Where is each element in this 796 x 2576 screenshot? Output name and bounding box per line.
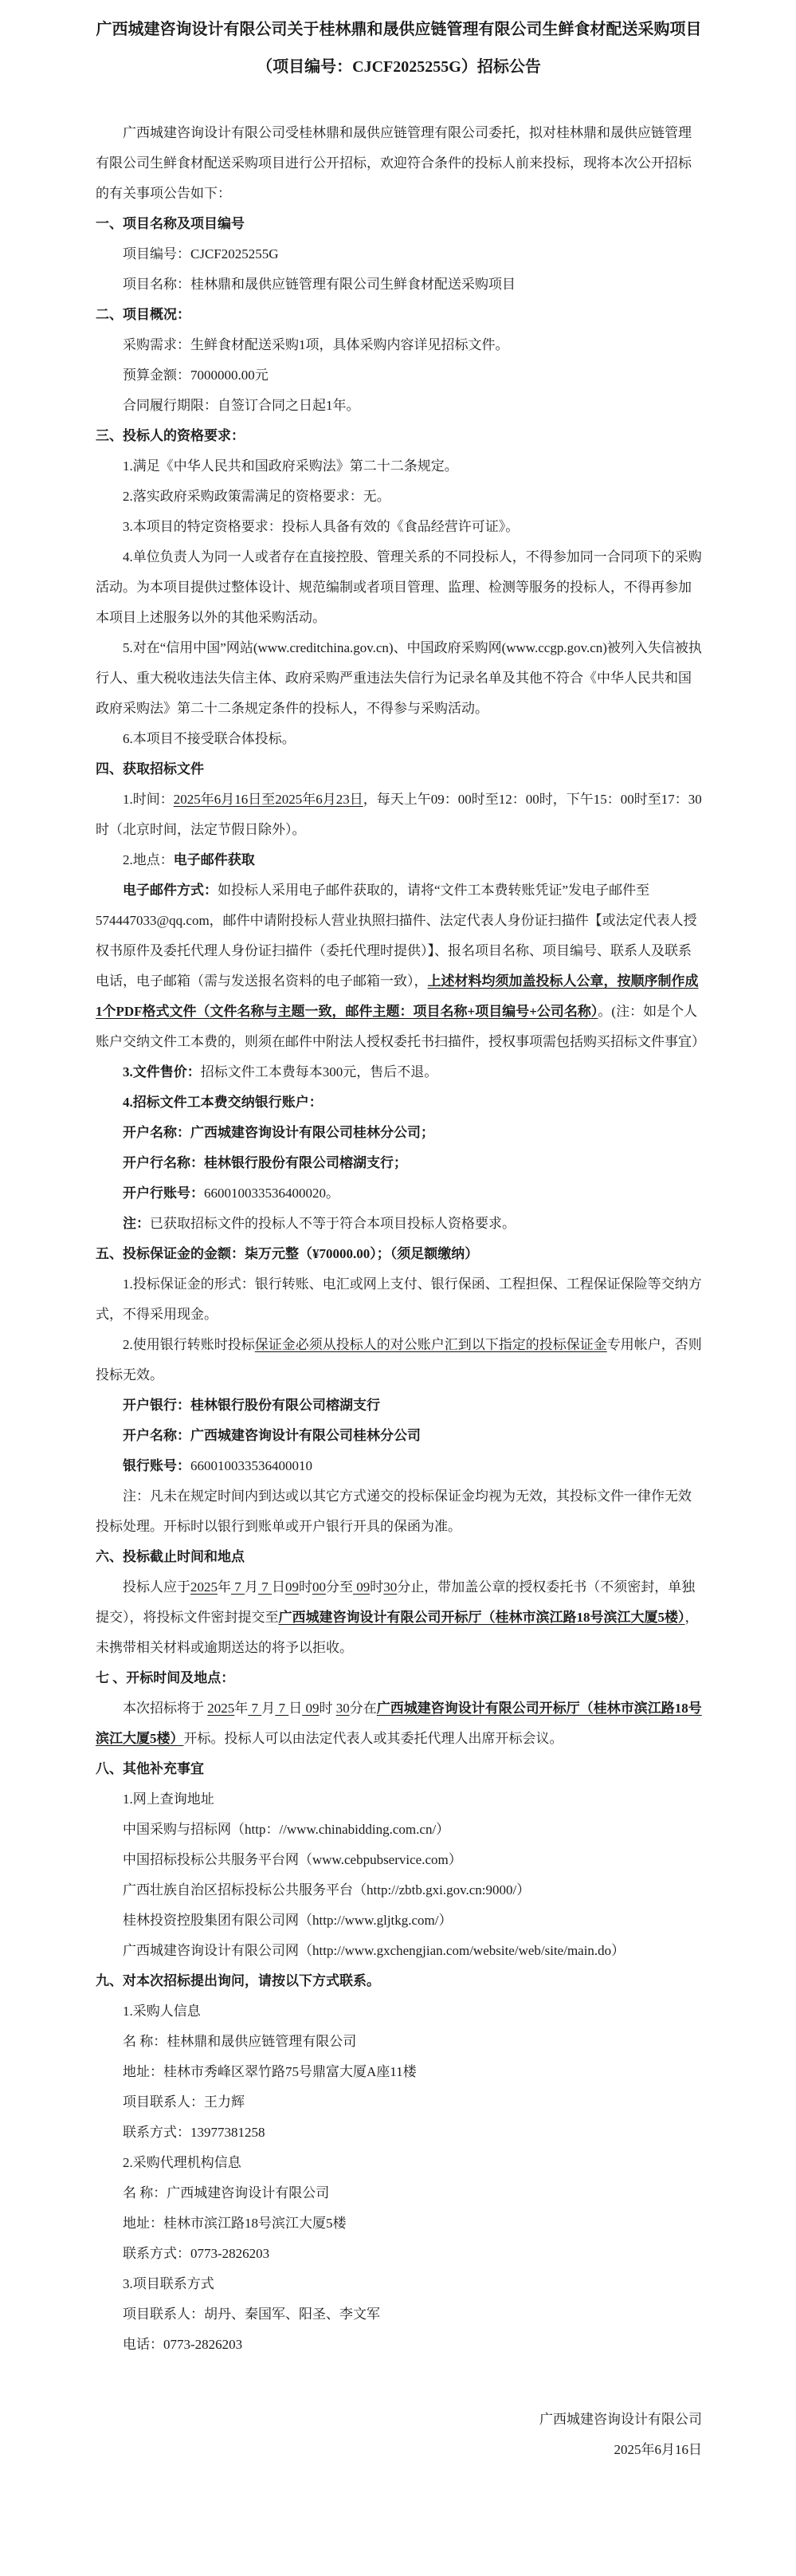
paragraph [96,2330,702,2360]
text-run: 分至 [326,1579,353,1595]
text-run: 招标文件工本费每本300元，售后不退。 [200,1064,438,1080]
section-heading [96,300,702,330]
text-run: 银行账号： [123,1458,190,1473]
text-run: 。(注：如是个人账户交纳文件工本费的，则须在邮件中附法人授权委托书扫描件，授权事项需包括购买招标文件事宜） [96,1004,705,1049]
text-run: 2025年6月16日至2025年6月23日 [173,792,363,807]
text-run: 注：凡未在规定时间内到达或以其它方式递交的投标保证金均视为无效，其投标文件一律作无效投标处理。开标时以银行到账单或开户银行开具的保函为准。 [96,1489,692,1534]
text-run: 项目名称：桂林鼎和晟供应链管理有限公司生鲜食材配送采购项目 [123,277,516,292]
text-run: 09 [353,1579,371,1595]
text-run: 广西城建咨询设计有限公司网（http://www.gxchengjian.com/website/web/site/main.do） [123,1943,625,1958]
text-run: 七 、开标时间及地点： [96,1670,235,1685]
document-body [96,118,705,2360]
text-run: 专用帐户，否则投标无效。 [96,1337,702,1382]
paragraph [96,1815,702,1845]
text-run: 预算金额：7000000.00元 [123,368,269,383]
text-run: 联系方式：0773-2826203 [123,2246,270,2261]
text-run: ，每天上午09：00时至12：00时，下午15：00时至17：30时（北京时间，法定节假日除外）。 [96,792,702,837]
page-title: 广西城建咨询设计有限公司关于桂林鼎和晟供应链管理有限公司生鲜食材配送采购项目（项目编号：CJCF2025255G）招标公告 [96,21,702,76]
paragraph [96,633,702,724]
section-heading [96,1754,702,1784]
paragraph [96,2118,702,2148]
text-run: 时 [370,1579,384,1595]
text-run: 八、其他补充事宜 [96,1761,204,1776]
paragraph [96,1421,702,1451]
text-run: 开户银行：桂林银行股份有限公司榕湖支行 [123,1398,380,1413]
paragraph [96,542,702,633]
text-run: 项目联系人：王力辉 [123,2094,245,2110]
paragraph [96,1330,702,1390]
text-run: 中国招标投标公共服务平台网（www.cebpubservice.com） [123,1852,462,1867]
section-heading [96,1663,702,1693]
text-run: 开户行名称：桂林银行股份有限公司榕湖支行； [123,1155,407,1170]
text-run: 2025 [190,1579,218,1595]
text-run: 五、投标保证金的金额：柒万元整（¥70000.00）； [96,1246,390,1261]
text-run: 名 称：桂林鼎和晟供应链管理有限公司 [123,2034,357,2049]
text-run: 电子邮件获取 [173,852,255,867]
text-run: 年 [234,1701,249,1716]
paragraph [96,330,702,360]
paragraph [96,1481,702,1542]
text-run: 7 [231,1579,245,1595]
paragraph [96,875,705,1057]
text-run: 3.文件售价： [123,1064,201,1080]
paragraph [96,1087,702,1118]
text-run: 地址：桂林市滨江路18号滨江大厦5楼 [123,2216,347,2231]
text-run: 660010033536400010 [190,1458,312,1473]
text-run: 2025 [207,1701,235,1716]
text-run: 一、项目名称及项目编号 [96,216,245,231]
text-run: 如投标人采用电子邮件获取的，请将“文件工本费转账凭证”发电子邮件至574447033@qq.com，邮件中请附投标人营业执照扫描件、法定代表人身份证扫描件【或法定代表人授权书原件及委托代理人身份证扫描件（委托代理时提供）】、报名项目名称、项目编号、联系人及联系电话，电子邮箱（需与发送报名资料的电子邮箱一致）， [96,883,697,989]
text-run: 2.落实政府采购政策需满足的资格要求：无。 [123,489,390,504]
paragraph [96,1178,702,1209]
text-run: 日 [288,1701,303,1716]
text-run: 六、投标截止时间和地点 [96,1549,245,1564]
section-heading [96,1966,702,1996]
footer-company: 广西城建咨询设计有限公司 [539,2412,702,2427]
text-run: 5.对在“信用中国”网站(www.creditchina.gov.cn)、中国政府采购网(www.ccgp.gov.cn)被列入失信被执行人、重大税收违法失信主体、政府采购严重违法失信行为记录名单及其他不符合《中华人民共和国政府采购法》第二十二条规定条件的投标人，不得参与采购活动。 [96,640,702,716]
text-run: 上述材料均须加盖投标人公章，按顺序制作成1个PDF格式文件（文件名称与主题一致，邮件主题：项目名称+项目编号+公司名称） [96,973,699,1019]
paragraph [96,1572,702,1663]
text-run: 时 [299,1579,312,1595]
text-run: 开户名称：广西城建咨询设计有限公司桂林分公司； [123,1125,434,1140]
text-run: 4.招标文件工本费交纳银行账户： [123,1095,323,1110]
paragraph [96,1693,702,1754]
paragraph [96,1390,702,1421]
text-run: 年 [218,1579,231,1595]
text-run: 日 [272,1579,285,1595]
text-run: 本次招标将于 [123,1701,208,1716]
text-run: 6.本项目不接受联合体投标。 [123,731,296,746]
text-run: 电话：0773-2826203 [123,2337,243,2352]
paragraph [96,2269,702,2299]
paragraph [96,2087,702,2118]
text-run: 4.单位负责人为同一人或者存在直接控股、管理关系的不同投标人，不得参加同一合同项下的采购活动。为本项目提供过整体设计、规范编制或者项目管理、监理、检测等服务的投标人，不得再参加本项目上述服务以外的其他采购活动。 [96,549,702,625]
section-heading [96,754,702,785]
text-run: 开户行账号： [123,1186,204,1201]
text-run: 四、获取招标文件 [96,761,204,777]
text-run: 3.项目联系方式 [123,2276,214,2291]
text-run: 09 [302,1701,320,1716]
text-run: 660010033536400020。 [204,1186,339,1201]
paragraph [96,482,702,512]
text-run: 广西城建咨询设计有限公司开标厅（桂林市滨江路18号滨江大厦5楼） [96,1701,702,1746]
paragraph [96,512,702,542]
text-run: 地址：桂林市秀峰区翠竹路75号鼎富大厦A座11楼 [123,2064,417,2079]
text-run: 3.本项目的特定资格要求：投标人具备有效的《食品经营许可证》。 [123,519,520,534]
text-run: 09 [285,1579,299,1595]
paragraph [96,2027,702,2057]
text-run: 开标。投标人可以由法定代表人或其委托代理人出席开标会议。 [183,1731,563,1746]
text-run: ，未携带相关材料或逾期送达的将予以拒收。 [96,1610,699,1655]
text-run: 合同履行期限：自签订合同之日起1年。 [123,398,360,413]
paragraph [96,845,702,875]
paragraph [96,1936,702,1966]
text-run: 1.时间： [123,792,174,807]
paragraph [96,391,702,421]
paragraph [96,1269,702,1330]
text-run: 联系方式：13977381258 [123,2125,265,2140]
paragraph [96,785,702,845]
paragraph [96,360,702,391]
paragraph [96,118,702,209]
text-run: 7 [258,1579,272,1595]
text-run: 时 [319,1701,336,1716]
text-run: 30 [335,1701,350,1716]
paragraph [96,451,702,482]
text-run: 1.采购人信息 [123,2004,201,2019]
paragraph [96,269,702,300]
text-run: （须足额缴纳） [390,1246,479,1261]
paragraph [96,1996,702,2027]
text-run: 月 [245,1579,258,1595]
document-footer [96,2405,702,2465]
text-run: 分止，带加盖公章的授权委托书（不须密封，单独提交），将投标文件密封提交至 [96,1579,696,1625]
footer-date: 2025年6月16日 [614,2442,702,2457]
text-run: 7 [248,1701,262,1716]
section-heading [96,209,702,239]
paragraph [96,1784,702,1815]
paragraph [96,1057,702,1087]
paragraph [96,1209,702,1239]
section-heading [96,1239,702,1269]
text-run: 项目联系人：胡丹、秦国军、阳圣、李文军 [123,2307,380,2322]
paragraph [96,724,702,754]
text-run: 采购需求：生鲜食材配送采购1项，具体采购内容详见招标文件。 [123,337,509,352]
text-run: 九、对本次招标提出询问，请按以下方式联系。 [96,1973,380,1988]
text-run: 中国采购与招标网（http：//www.chinabidding.com.cn/） [123,1822,450,1837]
paragraph [96,239,702,269]
paragraph [96,2239,702,2269]
paragraph [96,2178,702,2208]
text-run: 广西壮族自治区招标投标公共服务平台（http://zbtb.gxi.gov.cn:9000/） [123,1882,531,1898]
text-run: 三、投标人的资格要求： [96,428,245,443]
paragraph [96,1845,702,1875]
text-run: 30 [383,1579,398,1595]
text-run: 月 [261,1701,276,1716]
text-run: 7 [275,1701,289,1716]
paragraph [96,2057,702,2087]
text-run: 广西城建咨询设计有限公司开标厅（桂林市滨江路18号滨江大厦5楼） [278,1610,685,1625]
text-run: 项目编号：CJCF2025255G [123,246,279,262]
paragraph [96,2299,702,2330]
text-run: 名 称：广西城建咨询设计有限公司 [123,2185,330,2200]
text-run: 桂林投资控股集团有限公司网（http://www.gljtkg.com/） [123,1913,453,1928]
text-run: 2.采购代理机构信息 [123,2155,241,2170]
text-run: 投标人应于 [123,1579,190,1595]
paragraph [96,1875,702,1905]
text-run: 00 [312,1579,326,1595]
text-run: 分在 [349,1701,377,1716]
paragraph [96,1905,702,1936]
text-run: 注： [123,1216,150,1231]
paragraph [96,1451,702,1481]
text-run: 电子邮件方式： [123,883,218,898]
text-run: 1.网上查询地址 [123,1791,214,1807]
text-run: 开户名称：广西城建咨询设计有限公司桂林分公司 [123,1428,421,1443]
text-run: 2.使用银行转账时投标 [123,1337,255,1352]
text-run: 1.满足《中华人民共和国政府采购法》第二十二条规定。 [123,458,458,474]
text-run: 保证金必须从投标人的对公账户汇到以下指定的投标保证金 [254,1337,607,1352]
text-run: 已获取招标文件的投标人不等于符合本项目投标人资格要求。 [150,1216,516,1231]
section-heading [96,1542,702,1572]
text-run: 2.地点： [123,852,174,867]
section-heading [96,421,702,451]
text-run: 广西城建咨询设计有限公司受桂林鼎和晟供应链管理有限公司委托，拟对桂林鼎和晟供应链管理有限公司生鲜食材配送采购项目进行公开招标，欢迎符合条件的投标人前来投标，现将本次公开招标的有关事项公告如下： [96,125,692,201]
paragraph [96,1118,702,1148]
paragraph [96,1148,702,1178]
text-run: 1.投标保证金的形式：银行转账、电汇或网上支付、银行保函、工程担保、工程保证保险等交纳方式，不得采用现金。 [96,1276,702,1322]
text-run: 二、项目概况： [96,307,190,322]
paragraph [96,2148,702,2178]
paragraph [96,2208,702,2239]
